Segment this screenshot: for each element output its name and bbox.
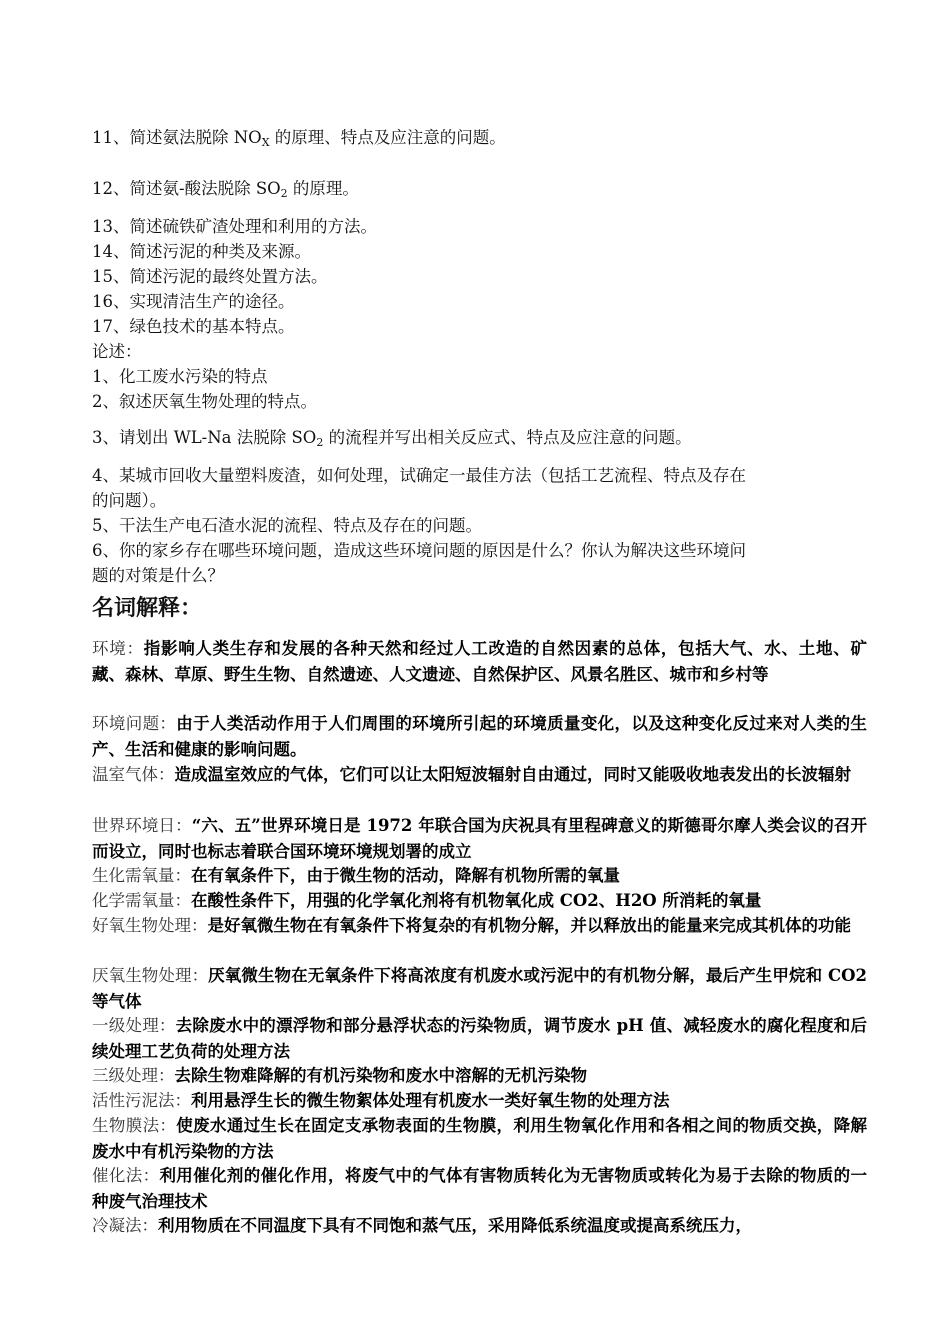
essay-question-4-line1: 4、某城市回收大量塑料废渣，如何处理，试确定一最佳方法（包括工艺流程、特点及存在	[92, 466, 746, 485]
question-16: 16、实现清洁生产的途径。	[92, 292, 295, 311]
essay-question-2: 2、叙述厌氧生物处理的特点。	[92, 392, 317, 411]
question-14: 14、简述污泥的种类及来源。	[92, 242, 311, 261]
term-anaerobic-treatment: 厌氧生物处理：厌氧微生物在无氧条件下将高浓度有机废水或污泥中的有机物分解，最后产生甲烷和 CO2 等气体	[92, 966, 868, 1011]
term-biofilm: 生物膜法：使废水通过生长在固定支承物表面的生物膜，利用生物氧化作用和各相之间的物质交换，降解废水中有机污染物的方法	[92, 1116, 868, 1161]
essay-label: 论述：	[92, 342, 142, 361]
term-bod: 生化需氧量：在有氧条件下，由于微生物的活动，降解有机物所需的氧量	[92, 866, 620, 885]
term-activated-sludge: 活性污泥法：利用悬浮生长的微生物絮体处理有机废水一类好氧生物的处理方法	[92, 1091, 670, 1110]
term-world-environment-day: 世界环境日：“六、五”世界环境日是 1972 年联合国为庆祝具有里程碑意义的斯德哥尔摩人类会议的召开而设立，同时也标志着联合国环境环境规划署的成立	[92, 816, 867, 861]
question-15: 15、简述污泥的最终处置方法。	[92, 267, 328, 286]
term-environment: 环境：指影响人类生存和发展的各种天然和经过人工改造的自然因素的总体，包括大气、水、土地、矿藏、森林、草原、野生生物、自然遗迹、人文遗迹、自然保护区、风景名胜区、城市和乡村等	[92, 639, 868, 684]
term-cod: 化学需氧量：在酸性条件下，用强的化学氧化剂将有机物氧化成 CO2、H2O 所消耗的氧量	[92, 891, 762, 910]
term-environmental-problem: 环境问题：由于人类活动作用于人们周围的环境所引起的环境质量变化，以及这种变化反过来对人类的生产、生活和健康的影响问题。	[92, 714, 868, 759]
term-tertiary-treatment: 三级处理：去除生物难降解的有机污染物和废水中溶解的无机污染物	[92, 1066, 587, 1085]
essay-question-6-line1: 6、你的家乡存在哪些环境问题，造成这些环境问题的原因是什么？你认为解决这些环境问	[92, 541, 746, 560]
essay-question-5: 5、干法生产电石渣水泥的流程、特点及存在的问题。	[92, 516, 482, 535]
term-aerobic-treatment: 好氧生物处理：是好氧微生物在有氧条件下将复杂的有机物分解，并以释放出的能量来完成其机体的功能	[92, 916, 851, 935]
glossary-heading: 名词解释：	[92, 596, 203, 621]
term-greenhouse-gas: 温室气体：造成温室效应的气体，它们可以让太阳短波辐射自由通过，同时又能吸收地表发出的长波辐射	[92, 765, 851, 784]
term-primary-treatment: 一级处理：去除废水中的漂浮物和部分悬浮状态的污染物质，调节废水 pH 值、减轻废水的腐化程度和后续处理工艺负荷的处理方法	[92, 1016, 867, 1061]
question-11: 11、简述氨法脱除 $NO_X$ 的原理、特点及应注意的问题。	[92, 128, 506, 149]
question-12: 12、简述氨-酸法脱除 $SO_2$ 的原理。	[92, 179, 359, 200]
essay-question-6-line2: 题的对策是什么？	[92, 566, 224, 585]
essay-question-1: 1、化工废水污染的特点	[92, 367, 268, 386]
term-condensation-method: 冷凝法：利用物质在不同温度下具有不同饱和蒸气压，采用降低系统温度或提高系统压力，	[92, 1216, 752, 1235]
essay-question-3: 3、请划出 WL-Na 法脱除 $SO_2$ 的流程并写出相关反应式、特点及应注意的问题。	[92, 428, 692, 449]
essay-question-4-line2: 的问题）。	[92, 491, 167, 510]
term-catalytic-method: 催化法：利用催化剂的催化作用，将废气中的气体有害物质转化为无害物质或转化为易于去除的物质的一种废气治理技术	[92, 1166, 868, 1211]
question-17: 17、绿色技术的基本特点。	[92, 317, 295, 336]
question-13: 13、简述硫铁矿渣处理和利用的方法。	[92, 217, 377, 236]
